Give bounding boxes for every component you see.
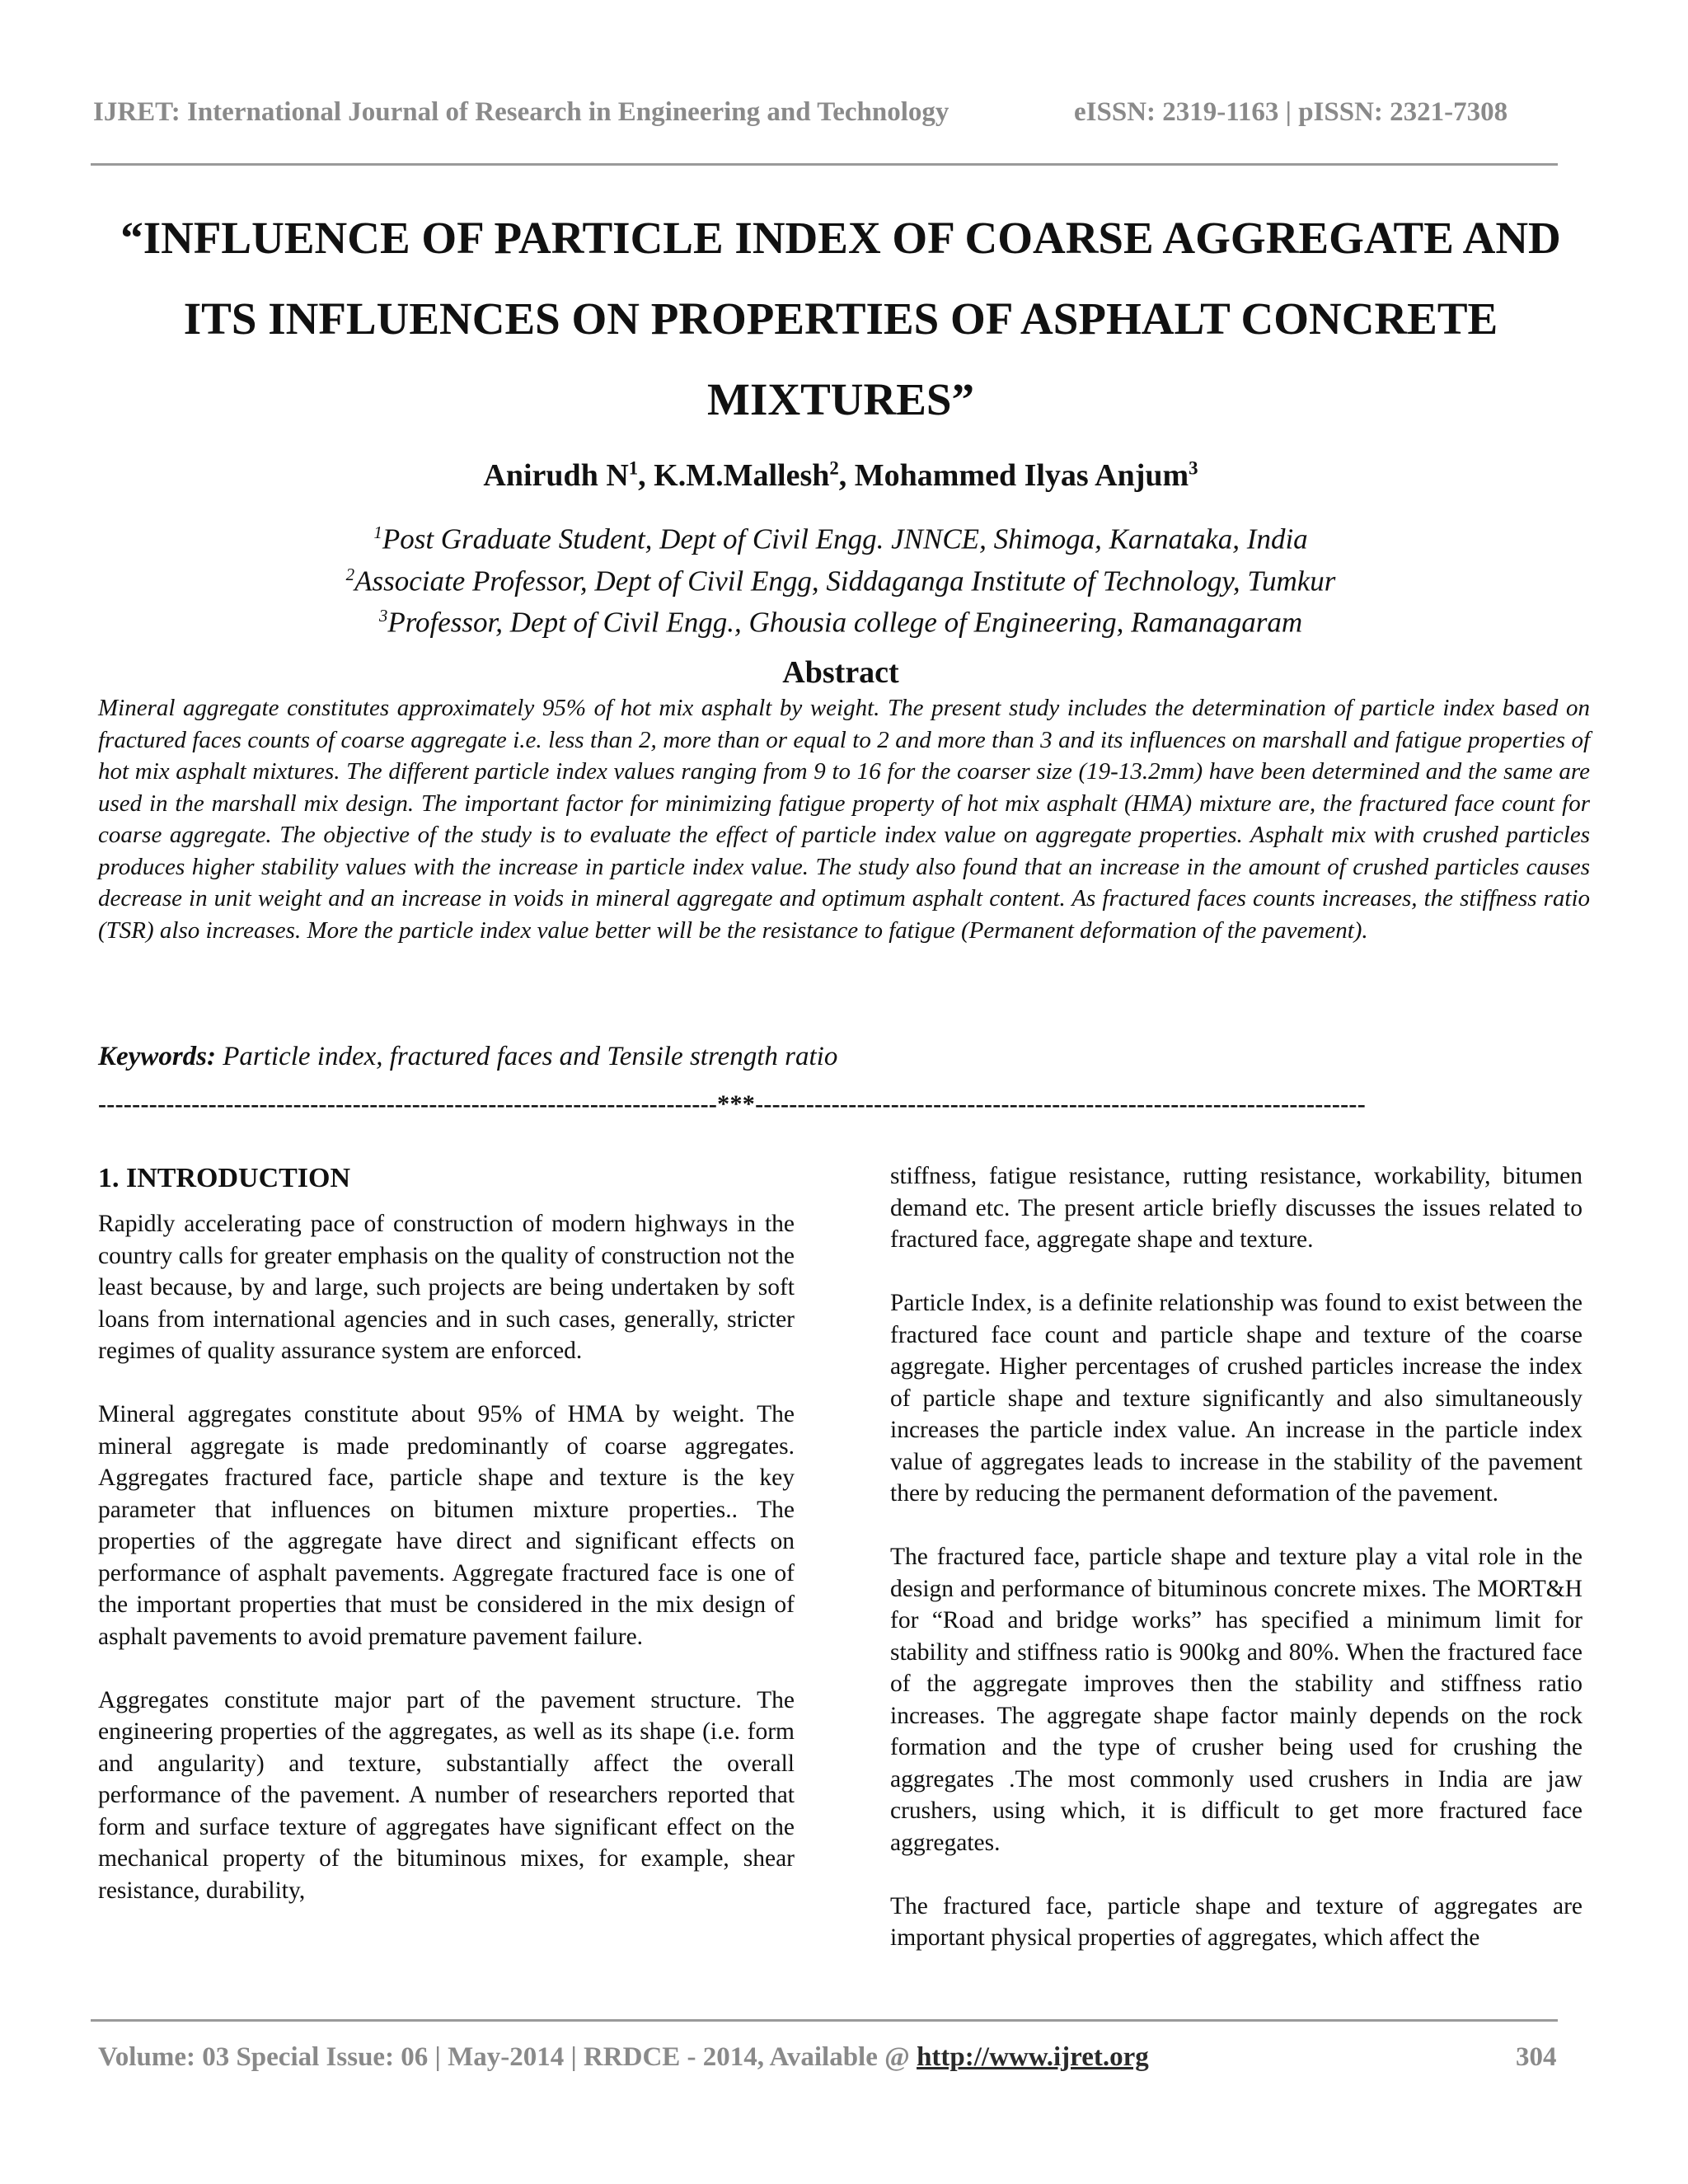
author-name: Anirudh N xyxy=(483,458,629,493)
paragraph: The fractured face, particle shape and texture of aggregates are important physical properties of aggregates, which affect the xyxy=(890,1892,1582,1951)
affiliation xyxy=(91,557,1591,599)
journal-name: IJRET: International Journal of Research in Engineering and Technology xyxy=(93,97,950,127)
affiliation-sup: 1 xyxy=(373,523,382,542)
footer-text: Volume: 03 Special Issue: 06 | May-2014 | RRDCE - 2014, Available @ xyxy=(98,2042,917,2072)
issn-info: eISSN: 2319-1163 | pISSN: 2321-7308 xyxy=(1074,97,1508,127)
paper-title xyxy=(91,198,1591,440)
keywords-text: Particle index, fractured faces and Tensile strength ratio xyxy=(216,1042,838,1071)
author-list xyxy=(91,457,1591,494)
left-column xyxy=(98,1162,795,1938)
paragraph: Rapidly accelerating pace of construction of modern highways in the country calls for greater emphasis on the quality of construction not the least because, by and large, such projects are being undertaken by soft loans from international agencies and in such cases, generally, stricter regimes of quality assurance system are enforced. xyxy=(98,1211,795,1364)
journal-link[interactable]: http://www.ijret.org xyxy=(917,2042,1149,2072)
keywords xyxy=(98,1042,1334,1072)
author-sup: 2 xyxy=(829,457,839,479)
paragraph: Mineral aggregates constitute about 95% of HMA by weight. The mineral aggregate is made predominantly of coarse aggregates. Aggregates fractured face, particle shape and texture is the key parameter that influences on bitumen mixture properties.. The properties of the aggregate have direct and significant effects on performance of asphalt pavements. Aggregate fractured face is one of the important properties that must be considered in the mix design of asphalt pavements to avoid premature pavement failure. xyxy=(98,1401,795,1650)
title-line: MIXTURES” xyxy=(707,374,974,424)
author-sup: 1 xyxy=(628,457,639,479)
affiliations xyxy=(91,515,1591,640)
paragraph: Particle Index, is a definite relationship was found to exist between the fractured face count and particle shape and texture of the coarse aggregate. Higher percentages of crushed particles increase the index of particle shape and texture significantly and also simultaneously increases the particle index value. An increase in the particle index value of aggregates leads to increase in the stability of the pavement there by reducing the permanent deformation of the pavement. xyxy=(890,1290,1582,1507)
section-separator: -------------------------------------------------------------------------***------------------------------------------------------------------------ xyxy=(98,1090,1366,1118)
affiliation xyxy=(91,515,1591,557)
abstract-text: Mineral aggregate constitutes approximately 95% of hot mix asphalt by weight. The present study includes the determination of particle index based on fractured faces counts of coarse aggregate i.e. less than 2, more than or equal to 2 and more than 3 and its influences on marshall and fatigue properties of hot mix asphalt mixtures. The different particle index values ranging from 9 to 16 for the coarser size (19-13.2mm) have been determined and the same are used in the marshall mix design. The important factor for minimizing fatigue property of hot mix asphalt (HMA) mixture are, the fractured face count for coarse aggregate. The objective of the study is to evaluate the effect of particle index value on aggregate properties. Asphalt mix with crushed particles produces higher stability values with the increase in particle index value. The study also found that an increase in the amount of crushed particles causes decrease in unit weight and an increase in voids in mineral aggregate and optimum asphalt content. As fractured faces counts increases, the stiffness ratio (TSR) also increases. More the particle index value better will be the resistance to fatigue (Permanent deformation of the pavement). xyxy=(98,695,1590,944)
title-line: “INFLUENCE OF PARTICLE INDEX OF COARSE AGGREGATE AND xyxy=(120,213,1561,263)
author-sep: , xyxy=(638,458,654,493)
right-column xyxy=(890,1160,1582,1985)
abstract-heading: Abstract xyxy=(782,655,899,690)
author-name: Mohammed Ilyas Anjum xyxy=(854,458,1189,493)
author-sup: 3 xyxy=(1189,457,1198,479)
header-rule xyxy=(91,163,1558,166)
title-line: ITS INFLUENCES ON PROPERTIES OF ASPHALT CONCRETE xyxy=(183,293,1498,344)
author-name: K.M.Mallesh xyxy=(654,458,830,493)
affiliation-sup: 2 xyxy=(345,564,355,584)
page-number: 304 xyxy=(1516,2042,1557,2072)
paragraph: Aggregates constitute major part of the pavement structure. The engineering properties of the aggregates, as well as its shape (i.e. form and angularity) and texture, substantially affect the overall performance of the pavement. A number of researchers reported that form and surface texture of aggregates have significant effect on the mechanical property of the bituminous mixes, for example, shear resistance, durability, xyxy=(98,1686,795,1904)
paragraph: The fractured face, particle shape and texture play a vital role in the design and performance of bituminous concrete mixes. The MORT&H for “Road and bridge works” has specified a minimum limit for stability and stiffness ratio is 900kg and 80%. When the fractured face of the aggregate improves then the stability and stiffness ratio increases. The aggregate shape factor mainly depends on the rock formation and the type of crusher being used for crushing the aggregates .The most commonly used crushers in India are jaw crushers, using which, it is difficult to get more fractured face aggregates. xyxy=(890,1544,1582,1856)
affiliation-text: Professor, Dept of Civil Engg., Ghousia college of Engineering, Ramanagaram xyxy=(387,606,1303,639)
affiliation xyxy=(91,598,1591,640)
section-heading: 1. INTRODUCTION xyxy=(98,1163,351,1193)
affiliation-text: Associate Professor, Dept of Civil Engg, Siddaganga Institute of Technology, Tumkur xyxy=(354,565,1336,598)
affiliation-sup: 3 xyxy=(378,606,388,626)
footer-rule xyxy=(91,2019,1558,2022)
paragraph: stiffness, fatigue resistance, rutting resistance, workability, bitumen demand etc. The present article briefly discusses the issues related to fractured face, aggregate shape and texture. xyxy=(890,1163,1582,1253)
running-header xyxy=(93,97,1560,137)
running-footer xyxy=(98,2042,1565,2073)
author-sep: , xyxy=(838,458,855,493)
keywords-label: Keywords: xyxy=(98,1042,216,1071)
affiliation-text: Post Graduate Student, Dept of Civil Engg. JNNCE, Shimoga, Karnataka, India xyxy=(382,523,1308,555)
